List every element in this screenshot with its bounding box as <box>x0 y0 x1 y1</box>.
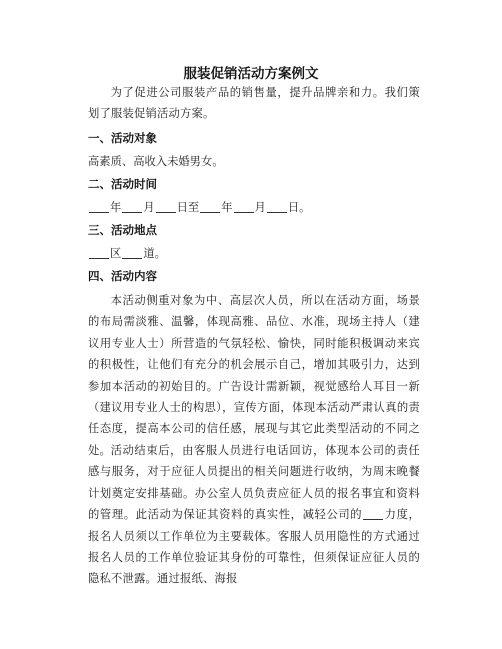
blank-field <box>234 200 254 213</box>
place-text: 区 <box>110 247 122 260</box>
time-text: 日至 <box>176 201 200 214</box>
intro-paragraph: 为了促进公司服装产品的销售量，提升品牌亲和力。我们策划了服装促销活动方案。 <box>88 86 420 121</box>
time-text: 月 <box>254 201 266 214</box>
time-text: 日。 <box>287 201 311 214</box>
blank-field <box>156 200 176 213</box>
blank-field <box>89 246 109 259</box>
document-title: 服装促销活动方案例文 <box>183 66 319 82</box>
blank-field <box>122 246 142 259</box>
blank-field <box>200 200 220 213</box>
place-text: 道。 <box>143 247 166 260</box>
blank-field <box>267 200 287 213</box>
section-heading-place: 三、活动地点 <box>88 223 157 237</box>
content-paragraph-1: 本活动侧重对象为中、高层次人员，所以在活动方面，场景的布局需淡雅、温馨，体现高雅、品位、水准，现场主持人（建议用专业人士）所营造的气氛轻松、愉快，同时能积极调动来宾的积极性，让他们有充分的机会展示自己，增加其吸引力，达到参加本活动的初始目的。广告设计需新颖，视觉感给人耳目一新（建议用专业人士的构思），宣传方面，体现本活动严肃认真的责任态度，提高本公司的信任感，展现与其它此类型活动的不同之处。 <box>88 294 420 457</box>
blank-field <box>122 200 142 213</box>
time-text: 年 <box>221 201 233 214</box>
section-heading-time: 二、活动时间 <box>88 177 157 191</box>
time-text: 年 <box>110 201 122 214</box>
section-body-target: 高素质、高收入未婚男女。 <box>88 155 224 168</box>
blank-field <box>89 200 109 213</box>
content-paragraph-2-part-b: 力度，报名人员须以工作单位为主要载体。客服人员用隐性的方式通过报名人员的工作单位验证其身份的可靠性，但须保证应征人员的隐私不泄露。通过报纸、海报 <box>88 508 420 586</box>
section-body-time <box>88 199 310 215</box>
time-text: 月 <box>143 201 155 214</box>
content-paragraph-2 <box>88 440 420 590</box>
blank-field <box>363 507 383 520</box>
section-heading-content: 四、活动内容 <box>88 269 157 283</box>
content-paragraph-2-part-a: 活动结束后，由客服人员进行电话回访，体现本公司的责任感与服务，对于应征人员提出的相关问题进行收纳，为周末晚餐计划奠定安排基础。办公室人员负责应征人员的报名事宜和资料的管理。此活动为保证其资料的真实性，减轻公司的 <box>88 444 420 522</box>
section-heading-target: 一、活动对象 <box>88 131 157 145</box>
section-body-place <box>88 245 166 261</box>
